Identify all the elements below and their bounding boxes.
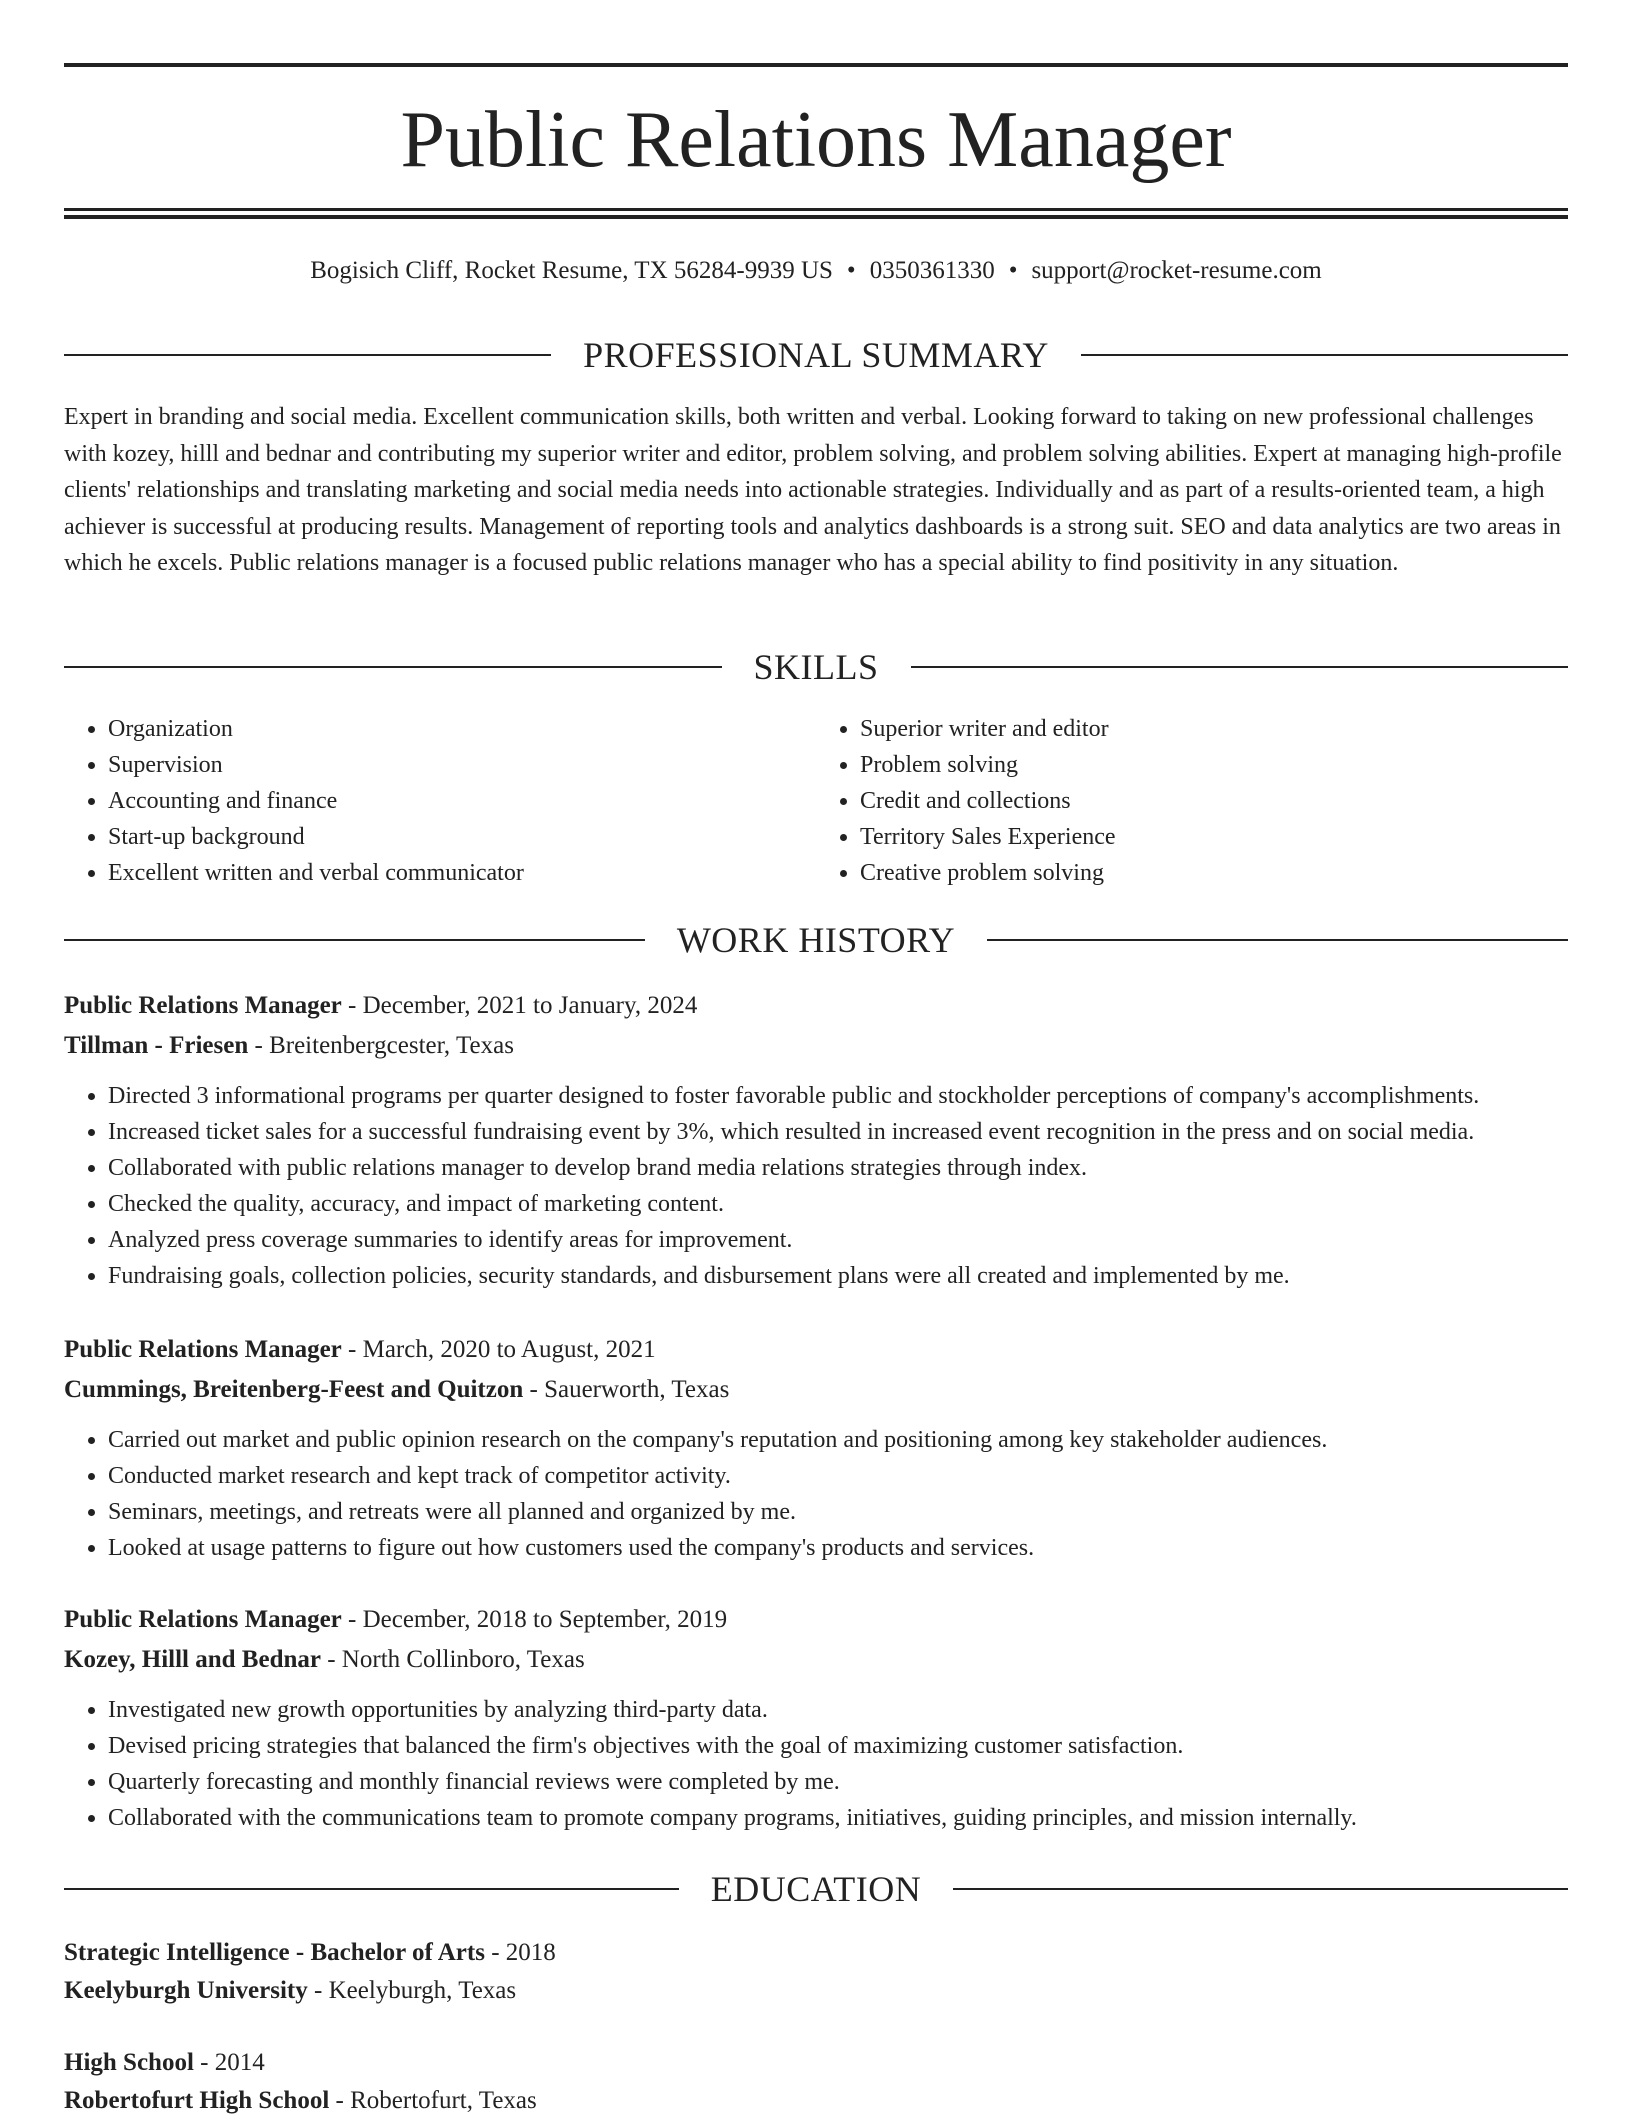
job-bullet: • Investigated new growth opportunities by analyzing third-party data. — [108, 1692, 1568, 1728]
education-school-line — [64, 2082, 1568, 2120]
job-bullet: • Quarterly forecasting and monthly financial reviews were completed by me. — [108, 1764, 1568, 1800]
education-location: - Keelyburgh, Texas — [307, 1977, 517, 2004]
summary-text: Expert in branding and social media. Excellent communication skills, both written and verbal. Looking forward to taking on new professional challenges with kozey, hilll and bednar and contributing my superior writer and editor, problem solving, and problem solving abilities. Expert at managing high-profile clients' relationships and translating marketing and social media needs into actionable strategies. Individually and as part of a results-oriented team, a high achiever is successful at producing results. Management of reporting tools and analytics dashboards is a strong suit. SEO and data analytics are two areas in which he excels. Public relations manager is a focused public relations manager who has a special ability to find positivity in any situation. — [64, 404, 1562, 576]
job-bullet: • Collaborated with public relations manager to develop brand media relations strategies through index. — [108, 1150, 1568, 1186]
job-location: - North Collinboro, Texas — [320, 1646, 585, 1673]
work-heading: WORK HISTORY — [676, 920, 956, 960]
top-rule — [64, 63, 1568, 67]
title-double-rule — [64, 208, 1568, 219]
education-heading: EDUCATION — [710, 1869, 922, 1909]
job-dates: - December, 2021 to January, 2024 — [341, 992, 698, 1019]
skill-item: • Superior writer and editor — [860, 711, 1568, 747]
education-location: - Robertofurt, Texas — [329, 2087, 537, 2114]
job-title: Public Relations Manager — [64, 1336, 342, 1363]
education-degree-line — [64, 2044, 1568, 2082]
job-bullet: • Directed 3 informational programs per quarter designed to foster favorable public and stockholder perceptions of company's accomplishments. — [108, 1078, 1568, 1114]
job-dates: - December, 2018 to September, 2019 — [341, 1606, 728, 1633]
divider — [64, 939, 645, 941]
contact-phone: 0350361330 — [869, 257, 995, 284]
skill-item: • Start-up background — [108, 819, 816, 855]
skills-column-left — [64, 711, 816, 891]
education-degree: Strategic Intelligence - Bachelor of Arts — [64, 1939, 485, 1966]
job-company-line — [64, 1640, 1568, 1680]
skill-item: • Territory Sales Experience — [860, 819, 1568, 855]
skill-item: • Problem solving — [860, 747, 1568, 783]
skill-item: • Organization — [108, 711, 816, 747]
job-bullets — [64, 1422, 1568, 1566]
education-degree: High School — [64, 2049, 194, 2076]
divider — [911, 666, 1569, 668]
contact-separator: • — [846, 257, 856, 284]
work-section-header — [64, 918, 1568, 962]
job-title-line — [64, 1600, 1568, 1640]
education-year: - 2018 — [484, 1939, 556, 1966]
divider — [64, 1888, 679, 1890]
contact-line — [64, 254, 1568, 288]
skill-item: • Supervision — [108, 747, 816, 783]
job-entry — [64, 986, 1568, 1294]
skills-heading: SKILLS — [753, 647, 879, 687]
skill-item: • Excellent written and verbal communicator — [108, 855, 816, 891]
education-entry — [64, 1934, 1568, 2010]
education-degree-line — [64, 1934, 1568, 1972]
job-dates: - March, 2020 to August, 2021 — [341, 1336, 656, 1363]
job-bullet: • Carried out market and public opinion research on the company's reputation and positioning among key stakeholder audiences. — [108, 1422, 1568, 1458]
education-year: - 2014 — [193, 2049, 265, 2076]
education-section-header — [64, 1867, 1568, 1911]
summary-heading: PROFESSIONAL SUMMARY — [583, 335, 1049, 375]
job-bullet: • Fundraising goals, collection policies, security standards, and disbursement plans were all created and implemented by me. — [108, 1258, 1568, 1294]
job-bullets — [64, 1692, 1568, 1836]
job-company: Cummings, Breitenberg-Feest and Quitzon — [64, 1376, 524, 1403]
divider — [953, 1888, 1568, 1890]
education-school-line — [64, 1972, 1568, 2010]
job-company-line — [64, 1026, 1568, 1066]
divider — [1081, 354, 1568, 356]
divider — [64, 666, 722, 668]
job-location: - Sauerworth, Texas — [523, 1376, 730, 1403]
skills-column-right — [816, 711, 1568, 891]
job-bullets — [64, 1078, 1568, 1294]
resume-title: Public Relations Manager — [400, 96, 1232, 184]
job-title-line — [64, 1330, 1568, 1370]
job-bullet: • Collaborated with the communications team to promote company programs, initiatives, guiding principles, and mission internally. — [108, 1800, 1568, 1836]
job-location: - Breitenbergcester, Texas — [248, 1032, 514, 1059]
contact-address: Bogisich Cliff, Rocket Resume, TX 56284-9939 US — [310, 257, 833, 284]
summary-section-header — [64, 333, 1568, 377]
education-school: Robertofurt High School — [64, 2087, 330, 2114]
job-bullet: • Seminars, meetings, and retreats were all planned and organized by me. — [108, 1494, 1568, 1530]
skill-item: • Credit and collections — [860, 783, 1568, 819]
education-school: Keelyburgh University — [64, 1977, 308, 2004]
skill-item: • Creative problem solving — [860, 855, 1568, 891]
job-title-line — [64, 986, 1568, 1026]
skills-section-header — [64, 645, 1568, 689]
job-entry — [64, 1330, 1568, 1566]
job-entry — [64, 1600, 1568, 1836]
job-bullet: • Increased ticket sales for a successful fundraising event by 3%, which resulted in increased event recognition in the press and on social media. — [108, 1114, 1568, 1150]
job-title: Public Relations Manager — [64, 1606, 342, 1633]
job-bullet: • Devised pricing strategies that balanced the firm's objectives with the goal of maximizing customer satisfaction. — [108, 1728, 1568, 1764]
job-company-line — [64, 1370, 1568, 1410]
job-company: Tillman - Friesen — [64, 1032, 249, 1059]
job-bullet: • Checked the quality, accuracy, and impact of marketing content. — [108, 1186, 1568, 1222]
job-bullet: • Looked at usage patterns to figure out how customers used the company's products and services. — [108, 1530, 1568, 1566]
job-company: Kozey, Hilll and Bednar — [64, 1646, 321, 1673]
skills-list — [64, 711, 1568, 891]
contact-separator: • — [1008, 257, 1018, 284]
job-bullet: • Conducted market research and kept track of competitor activity. — [108, 1458, 1568, 1494]
skill-item: • Accounting and finance — [108, 783, 816, 819]
job-title: Public Relations Manager — [64, 992, 342, 1019]
divider — [987, 939, 1568, 941]
education-entry — [64, 2044, 1568, 2120]
contact-email: support@rocket-resume.com — [1031, 257, 1322, 284]
divider — [64, 354, 551, 356]
job-bullet: • Analyzed press coverage summaries to identify areas for improvement. — [108, 1222, 1568, 1258]
